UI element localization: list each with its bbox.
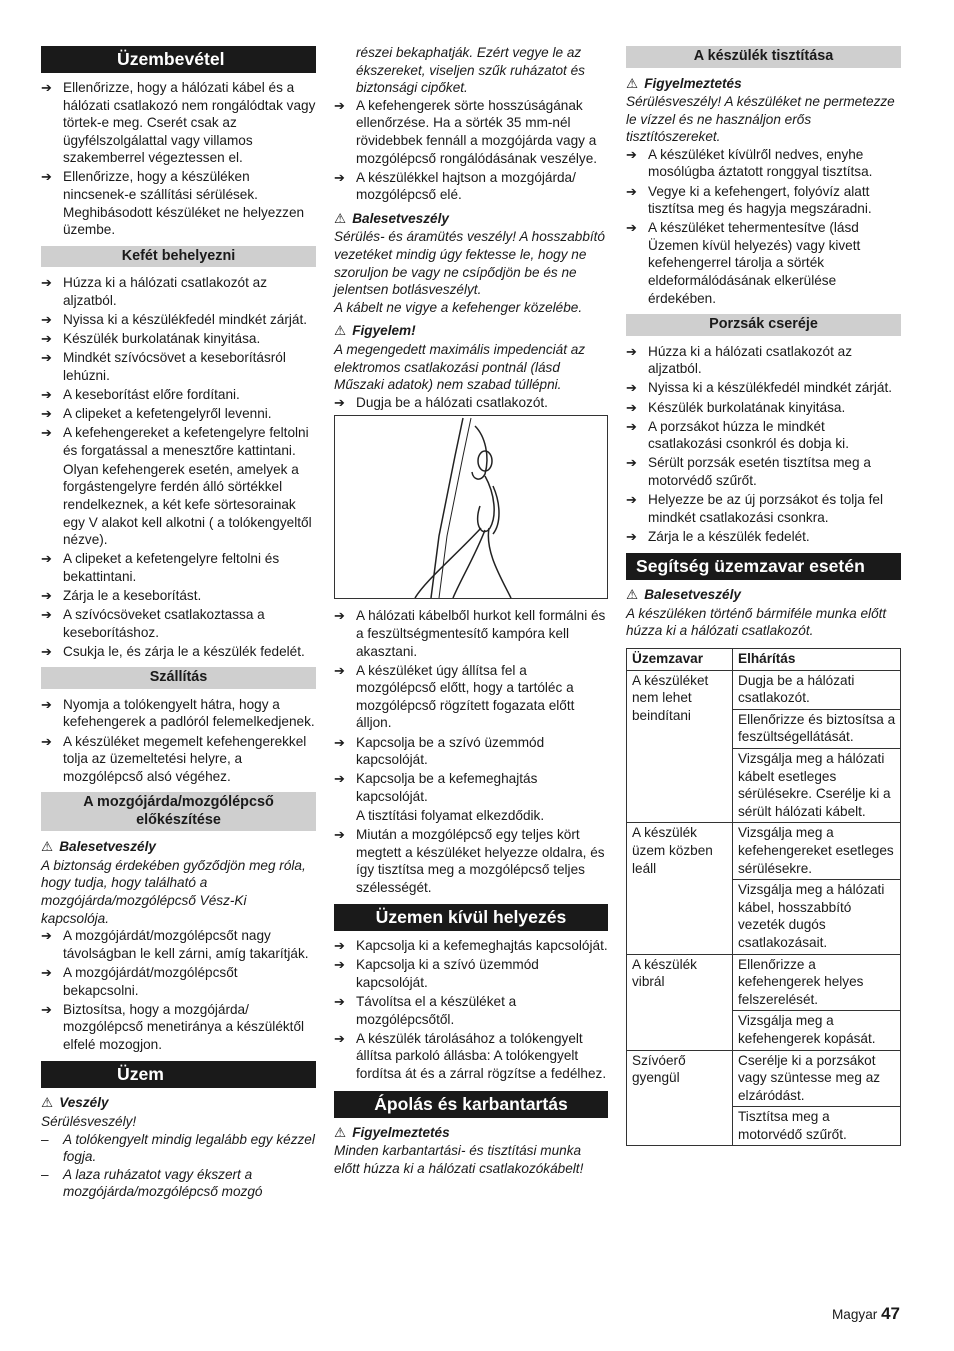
arrow-right-icon: ➔ (334, 827, 345, 842)
arrow-right-icon: ➔ (626, 455, 637, 471)
heading-segitseg: Segítség üzemzavar esetén (626, 553, 901, 580)
arrow-right-icon: ➔ (41, 1001, 52, 1017)
continued-text: részei bekaphatják. Ezért vegye le az ékszereket, viseljen szűk ruházatot és biztonsági cipőket. (356, 45, 585, 96)
warning-label (626, 586, 901, 604)
list-item-text: Nyissa ki a készülékfedél mindkét zárját. (648, 380, 893, 396)
list-item-text: Zárja le a keseborítást. (63, 587, 202, 603)
list-item (626, 528, 901, 546)
arrow-right-icon: ➔ (41, 169, 52, 185)
list-szallitas (41, 696, 316, 785)
list-item-text: Ellenőrizze, hogy a hálózati kábel és a hálózati csatlakozó nem rongálódtak vagy törtek-e meg. Cserét csak az ügyfélszolgálattal vagy villamos szakemberrel végeztessen el. (63, 80, 316, 166)
heading-uzemen-kivul: Üzemen kívül helyezés (334, 904, 608, 931)
list-item-text: A clipeket a kefetengelyre feltolni és bekattintani. (63, 551, 280, 584)
warning-title: Balesetveszély (59, 839, 156, 855)
list-item-text: A szívócsöveket csatlakoztassa a keseborításhoz. (63, 607, 265, 640)
table-cell-fault: Szívóerő gyengül (627, 1050, 733, 1146)
arrow-right-icon: ➔ (626, 183, 637, 199)
warning-triangle-icon: ⚠ (41, 839, 54, 855)
warning-title: Balesetveszély (644, 587, 741, 603)
table-cell-fix: Cserélje ki a porzsákot vagy szüntesse meg az elzáródást. (733, 1050, 901, 1107)
list-item (41, 79, 316, 167)
tisztitasi-note: A tisztítási folyamat elkezdődik. (356, 807, 545, 823)
list-item-text: A készüléket kívülről nedves, enyhe mosólúgba áztatott ronggyal tisztítsa. (648, 146, 873, 180)
arrow-right-icon: ➔ (626, 418, 637, 434)
list-mozgojarda (41, 927, 316, 1053)
list-item (626, 418, 901, 453)
table-header-cell: Elhárítás (733, 649, 901, 671)
warning-title: Veszély (59, 1095, 109, 1111)
list-item (41, 405, 316, 423)
heading-kefet-behelyezni: Kefét behelyezni (41, 246, 316, 268)
heading-porzsak-csereje: Porzsák cseréje (626, 314, 901, 336)
warning-triangle-icon: ⚠ (626, 587, 639, 603)
list-uzem-dash (41, 1131, 316, 1201)
arrow-right-icon: ➔ (334, 734, 345, 750)
list-item (626, 454, 901, 489)
list-item (41, 587, 316, 605)
arrow-right-icon: ➔ (626, 220, 637, 236)
arrow-right-icon: ➔ (41, 607, 52, 623)
arrow-right-icon: ➔ (41, 643, 52, 659)
warning-text: Minden karbantartási- és tisztítási munka előtt húzza ki a hálózati csatlakozókábelt! (334, 1143, 584, 1176)
table-header-row (627, 649, 901, 671)
list-item-text: Miután a mozgólépcső egy teljes kört megtett a készüléket helyezze oldalra, és így tisztítsa meg a mozgólépcső teljes szélességét. (356, 827, 605, 895)
list-item-text: Dugja be a hálózati csatlakozót. (356, 394, 548, 410)
list-item-text: Húzza ki a hálózati csatlakozót az aljzatból. (648, 343, 853, 377)
warning-text: Sérülésveszély! (41, 1114, 137, 1129)
list-item-text: A porzsákot húzza le mindkét csatlakozási csonkról és dobja ki. (648, 418, 849, 452)
list-item-text: A hálózati kábelből hurkot kell formálni és a feszültségmentesítő kampóra kell akasztani. (356, 608, 606, 659)
heading-uzembevetel: Üzembevétel (41, 46, 316, 73)
arrow-right-icon: ➔ (334, 957, 345, 973)
dash-item-text: A laza ruházatot vagy ékszert a mozgójárda/mozgólépcső mozgó (63, 1166, 263, 1200)
list-item-text: Készülék burkolatának kinyitása. (63, 331, 261, 347)
arrow-right-icon: ➔ (41, 406, 52, 421)
table-cell-fix: Vizsgálja meg a hálózati kábel, hosszabbító vezeték dugós csatlakozásait. (733, 880, 901, 954)
table-row (627, 954, 901, 1011)
heading-uzem: Üzem (41, 1061, 316, 1088)
arrow-right-icon: ➔ (334, 97, 345, 113)
table-cell-fix: Ellenőrizze a kefehengerek helyes felszerelését. (733, 954, 901, 1011)
list-item-text: Kapcsolja ki a szívó üzemmód kapcsolóját. (356, 957, 539, 991)
table-row (627, 823, 901, 880)
list-item-text: Távolítsa el a készüléket a mozgólépcsőtől. (356, 994, 517, 1027)
list-item (41, 349, 316, 384)
list-item (334, 97, 608, 167)
arrow-right-icon: ➔ (41, 964, 52, 980)
cable-hook-illustration (334, 415, 608, 599)
warning-text: Sérülés- és áramütés veszély! A hosszabbító vezetéket mindig úgy fektesse le, hogy ne szoruljon be vagy ne csípődjön be és ne jelentsen botlásveszélyt. (334, 229, 605, 298)
warning-text: A biztonság érdekében győződjön meg róla, hogy tudja, hogy található a mozgójárda/mozgólépcső Vész-Ki kapcsolója. (41, 857, 306, 926)
arrow-right-icon: ➔ (41, 312, 52, 328)
arrow-right-icon: ➔ (41, 587, 52, 603)
list-item-text: A kefehengerek sörte hosszúságának ellenőrzése. Ha a sörték 35 mm-nél rövidebbek fennáll a mozgójárda vagy a mozgólépcső rongálódásának veszélye. (356, 97, 598, 166)
arrow-right-icon: ➔ (626, 491, 637, 507)
table-cell-fix: Dugja be a hálózati csatlakozót. (733, 670, 901, 709)
list-item (626, 491, 901, 526)
arrow-right-icon: ➔ (334, 1030, 345, 1046)
page-footer (832, 1305, 900, 1324)
list-item (41, 964, 316, 999)
list-item (334, 662, 608, 732)
warning-label (626, 75, 901, 93)
list-item (626, 379, 901, 397)
table-cell-fault: A készüléket nem lehet beindítani (627, 670, 733, 823)
dash-item (41, 1131, 316, 1166)
arrow-right-icon: ➔ (334, 662, 345, 678)
arrow-right-icon: ➔ (41, 386, 52, 402)
table-cell-fault: A készülék vibrál (627, 954, 733, 1050)
list-item (334, 770, 608, 805)
table-cell-fix: Vizsgálja meg a kefehengerek kopását. (733, 1011, 901, 1050)
arrow-right-icon: ➔ (334, 938, 345, 954)
arrow-right-icon: ➔ (41, 928, 52, 944)
arrow-right-icon: ➔ (626, 528, 637, 544)
list-c2-2 (334, 394, 608, 412)
warning-title: Balesetveszély (352, 210, 449, 226)
list-item (626, 219, 901, 307)
arrow-right-icon: ➔ (334, 771, 345, 787)
list-item-text: Húzza ki a hálózati csatlakozót az aljzatból. (63, 275, 268, 308)
arrow-right-icon: ➔ (41, 551, 52, 567)
list-item (41, 643, 316, 661)
dash-item (41, 1166, 316, 1201)
list-item-text: Kapcsolja be a kefemeghajtás kapcsolóját. (356, 771, 538, 804)
arrow-right-icon: ➔ (41, 425, 52, 441)
list-uzembevetel (41, 79, 316, 239)
warning-text-2: A kábelt ne vigye a kefehenger közelébe. (334, 299, 583, 315)
table-cell-fix: Tisztítsa meg a motorvédő szűrőt. (733, 1107, 901, 1146)
list-item (334, 607, 608, 660)
table-cell-fix: Vizsgálja meg a hálózati kábelt esetleges sérülésekre. Cserélje ki a sérült hálózati kábelt. (733, 749, 901, 823)
arrow-right-icon: ➔ (41, 331, 52, 347)
list-porzsak (626, 343, 901, 546)
list-item-text: Ellenőrizze, hogy a készüléken nincsenek-e szállítási sérülések. Meghibásodott készüléket ne helyezzen üzembe. (63, 169, 305, 238)
list-tisztitas (626, 146, 901, 307)
arrow-right-icon: ➔ (41, 733, 52, 749)
list-item (334, 956, 608, 991)
warning-text: Sérülésveszély! A készüléket ne permetezze le vízzel és ne használjon erős tisztítószereket. (626, 94, 895, 145)
troubleshooting-table (626, 648, 901, 1146)
list-item (41, 274, 316, 309)
attention-text: A megengedett maximális impedenciát az elektromos csatlakozási pontnál (lásd Műszaki adatok) nem szabad túllépni. (334, 342, 586, 393)
list-item (41, 424, 316, 459)
arrow-right-icon: ➔ (334, 394, 345, 410)
list-item-text: A keseborítást előre fordítani. (63, 386, 240, 402)
list-item-text: Vegye ki a kefehengert, folyóvíz alatt tisztítsa meg és hagyja megszáradni. (648, 183, 872, 217)
list-item-text: A készüléket úgy állítsa fel a mozgólépcső előtt, hogy a tartóléc a mozgólépcső rögzített fogazata előtt álljon. (356, 662, 575, 731)
list-c2-3 (334, 607, 608, 805)
table-row (627, 670, 901, 709)
warning-triangle-icon: ⚠ (41, 1095, 54, 1111)
list-item (626, 399, 901, 417)
dash-item-text: A tolókengyelt mindig legalább egy kézzel fogja. (63, 1131, 315, 1165)
arrow-right-icon: ➔ (41, 350, 52, 366)
page-number: 47 (881, 1304, 900, 1323)
arrow-right-icon: ➔ (334, 169, 345, 185)
list-item (41, 330, 316, 348)
arrow-right-icon: ➔ (334, 994, 345, 1010)
warning-label (334, 1124, 608, 1142)
list-item-text: A készüléket megemelt kefehengerekkel tolja az üzemeltetési helyre, a mozgólépcső alsó végéhez. (63, 733, 307, 784)
list-item-text: Mindkét szívócsövet a keseborításról lehúzni. (63, 350, 286, 383)
list-item (41, 1001, 316, 1054)
list-item (626, 183, 901, 218)
warning-label (41, 1094, 316, 1112)
list-item (41, 696, 316, 731)
list-c2-4 (334, 826, 608, 896)
table-cell-fault: A készülék üzem közben leáll (627, 823, 733, 954)
list-kefet-2 (41, 550, 316, 660)
kefet-note: Olyan kefehengerek esetén, amelyek a forgástengelyre ferdén álló sörtékkel rendelkeznek, a két kefe sörtesorainak egy V alakot kell alkotni ( a tolókengyeltől nézve). (63, 461, 312, 548)
list-item-text: A mozgójárdát/mozgólépcsőt bekapcsolni. (63, 964, 238, 998)
list-item-text: Nyomja a tolókengyelt hátra, hogy a kefehengerek a padlóról felemelkedjenek. (63, 696, 315, 730)
warning-text: A készüléken történő bármiféle munka előtt húzza ki a hálózati csatlakozót. (626, 605, 887, 639)
list-item-text: A mozgójárdát/mozgólépcsőt nagy távolságban le kell zárni, amíg takarítják. (63, 928, 309, 961)
heading-keszulek-tisztitasa: A készülék tisztítása (626, 46, 901, 68)
column-right (626, 44, 901, 1146)
list-item (41, 733, 316, 786)
list-item-text: Nyissa ki a készülékfedél mindkét zárját. (63, 312, 308, 328)
list-item-text: A készüléket tehermentesítve (lásd Üzemen kívül helyezés) vagy kivett kefehengerrel tárolja a sörték eldeformálódásának elkerülése érdekében. (648, 220, 861, 306)
list-kivul (334, 937, 608, 1082)
arrow-right-icon: ➔ (334, 608, 345, 624)
list-item-text: Kapcsolja be a szívó üzemmód kapcsolóját. (356, 734, 545, 768)
arrow-right-icon: ➔ (626, 380, 637, 396)
list-item (334, 937, 608, 955)
warning-triangle-icon: ⚠ (334, 210, 347, 226)
arrow-right-icon: ➔ (41, 80, 52, 95)
cable-hook-drawing (335, 416, 607, 598)
list-item (41, 168, 316, 238)
list-item-text: Kapcsolja ki a kefemeghajtás kapcsolóját. (356, 938, 608, 954)
arrow-right-icon: ➔ (626, 399, 637, 415)
list-item (41, 311, 316, 329)
dash-marker: – (41, 1131, 49, 1147)
list-c2-1 (334, 97, 608, 204)
table-cell-fix: Vizsgálja meg a kefehengereket esetleges sérülésekre. (733, 823, 901, 880)
list-item-text: Helyezze be az új porzsákot és tolja fel mindkét csatlakozási csonkra. (648, 491, 883, 525)
heading-mozgojarda-elokeszitese: A mozgójárda/mozgólépcső előkészítése (41, 792, 316, 831)
list-item-text: A készülék tárolásához a tolókengyelt állítsa parkoló állásba: A tolókengyelt fordítsa át és a zárral rögzítse a fedélhez. (356, 1030, 607, 1082)
table-row (627, 1050, 901, 1107)
list-item (334, 1030, 608, 1083)
list-item-text: Készülék burkolatának kinyitása. (648, 399, 846, 415)
list-item (626, 343, 901, 378)
list-item (334, 169, 608, 204)
list-kefet (41, 274, 316, 459)
list-item (334, 826, 608, 896)
list-item-text: Zárja le a készülék fedelét. (648, 528, 810, 544)
arrow-right-icon: ➔ (41, 696, 52, 712)
list-item-text: Biztosítsa, hogy a mozgójárda/ mozgólépcső menetiránya a készüléktől elfelé mozogjon. (63, 1001, 305, 1052)
table-cell-fix: Ellenőrizze és biztosítsa a feszültségellátását. (733, 709, 901, 748)
warning-label (41, 838, 316, 856)
arrow-right-icon: ➔ (626, 146, 637, 162)
footer-language: Magyar (831, 1307, 878, 1322)
list-item (334, 993, 608, 1028)
warning-triangle-icon: ⚠ (626, 75, 639, 91)
list-item (41, 386, 316, 404)
list-item (41, 606, 316, 641)
list-item-text: A clipeket a kefetengelyről levenni. (63, 406, 272, 421)
column-middle (334, 44, 608, 1177)
arrow-right-icon: ➔ (41, 275, 52, 291)
attention-title: Figyelem! (352, 323, 416, 339)
list-item-text: A kefehengereket a kefetengelyre feltolni és forgatással a menesztőre kattintani. (63, 425, 309, 458)
list-item (334, 734, 608, 769)
column-left (41, 44, 316, 1201)
list-item (626, 146, 901, 181)
list-item (41, 550, 316, 585)
dash-marker: – (41, 1166, 49, 1182)
warning-title: Figyelmeztetés (644, 75, 742, 91)
list-item-text: A készülékkel hajtson a mozgójárda/ mozgólépcső elé. (356, 169, 576, 203)
list-item-text: Csukja le, és zárja le a készülék fedelét. (63, 643, 305, 659)
attention-label (334, 322, 608, 340)
heading-apolas: Ápolás és karbantartás (334, 1091, 608, 1118)
warning-title: Figyelmeztetés (352, 1124, 450, 1140)
list-item (41, 927, 316, 962)
heading-szallitas: Szállítás (41, 667, 316, 689)
arrow-right-icon: ➔ (626, 343, 637, 359)
warning-triangle-icon: ⚠ (334, 1124, 347, 1140)
warning-triangle-icon: ⚠ (334, 323, 347, 339)
table-header-cell: Üzemzavar (627, 649, 733, 671)
list-item (334, 394, 608, 412)
list-item-text: Sérült porzsák esetén tisztítsa meg a motorvédő szűrőt. (648, 455, 871, 488)
warning-label (334, 210, 608, 228)
